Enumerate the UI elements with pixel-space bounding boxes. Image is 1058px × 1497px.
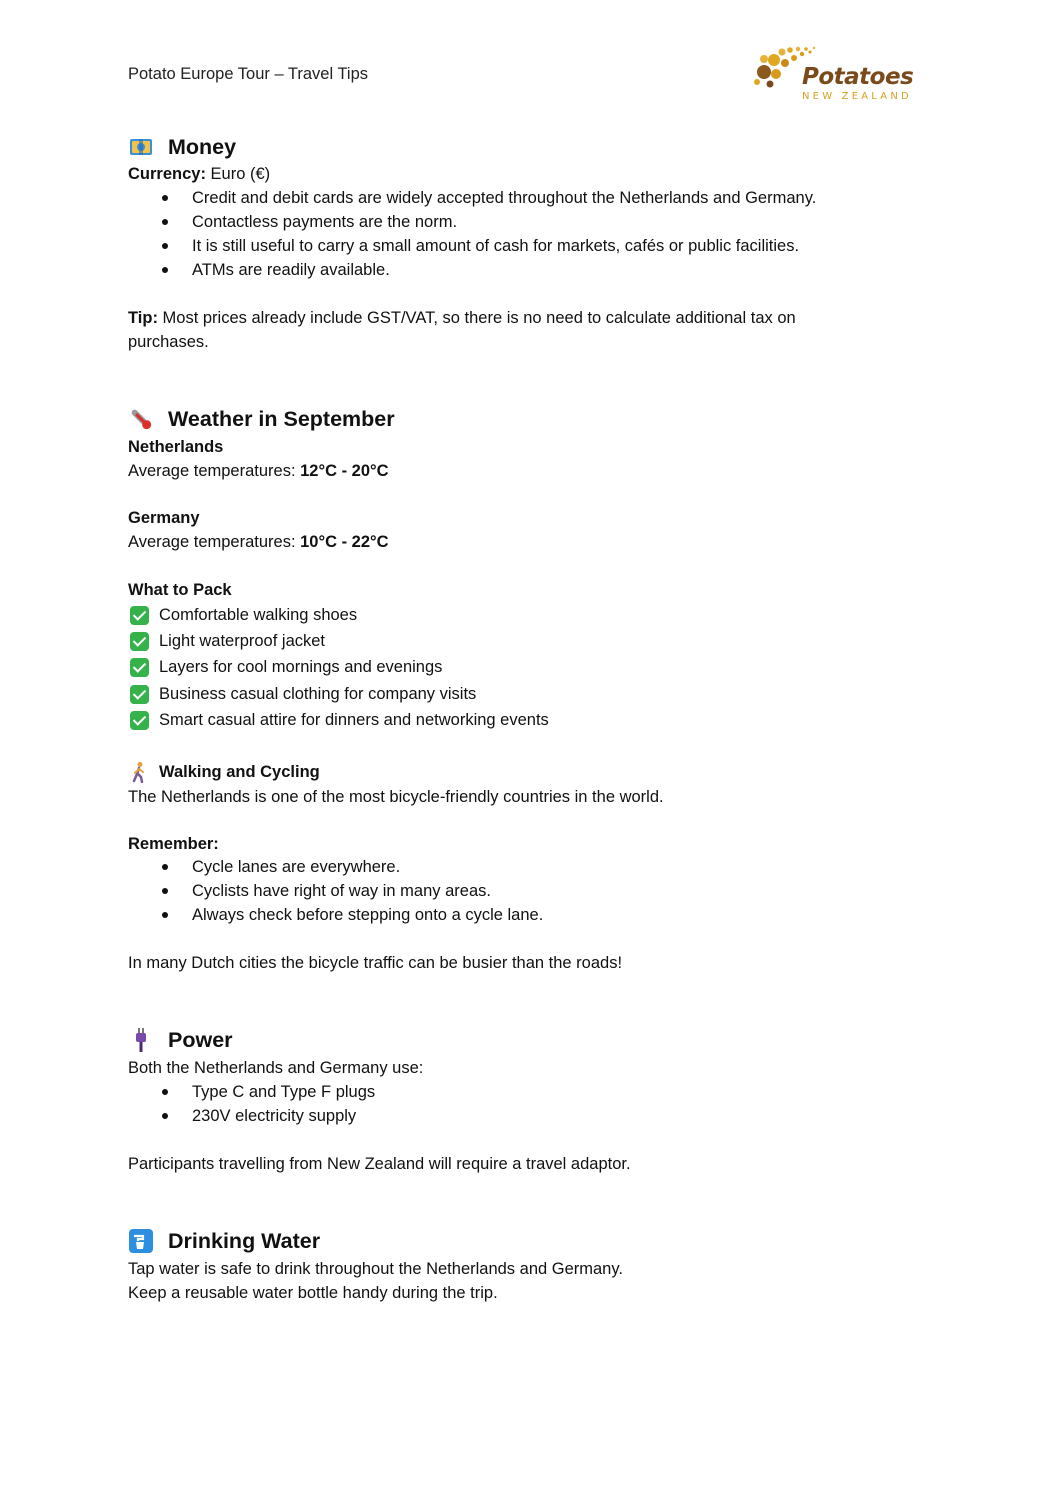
power-title: Power bbox=[168, 1028, 233, 1052]
drinking-water-title: Drinking Water bbox=[168, 1229, 321, 1253]
packing-checklist bbox=[130, 602, 549, 733]
weather-heading bbox=[128, 404, 395, 434]
list-item: Cycle lanes are everywhere. bbox=[128, 855, 543, 879]
water-line-2: Keep a reusable water bottle handy during the trip. bbox=[128, 1284, 498, 1302]
power-intro: Both the Netherlands and Germany use: bbox=[128, 1059, 424, 1077]
check-mark-icon bbox=[130, 711, 149, 730]
list-item: Credit and debit cards are widely accepted throughout the Netherlands and Germany. bbox=[128, 186, 816, 210]
remember-label: Remember: bbox=[128, 835, 219, 853]
currency-label: Currency: bbox=[128, 165, 206, 183]
document-header-title: Potato Europe Tour – Travel Tips bbox=[128, 65, 368, 83]
check-mark-icon bbox=[130, 632, 149, 651]
drinking-water-heading bbox=[128, 1226, 320, 1256]
pack-item-text: Smart casual attire for dinners and networking events bbox=[159, 710, 549, 729]
pack-item-text: Business casual clothing for company visits bbox=[159, 684, 477, 703]
currency-value: Euro (€) bbox=[205, 165, 271, 183]
water-line-1: Tap water is safe to drink throughout the Netherlands and Germany. bbox=[128, 1260, 623, 1278]
money-tip bbox=[128, 306, 868, 354]
walking-intro: The Netherlands is one of the most bicycle-friendly countries in the world. bbox=[128, 788, 664, 806]
list-item: Cyclists have right of way in many areas. bbox=[128, 879, 543, 903]
money-heading bbox=[128, 132, 236, 162]
walking-title: Walking and Cycling bbox=[159, 763, 320, 781]
list-item bbox=[130, 681, 549, 707]
walking-heading bbox=[128, 760, 320, 784]
banknote-icon bbox=[128, 134, 154, 160]
list-item bbox=[130, 628, 549, 654]
check-mark-icon bbox=[130, 658, 149, 677]
list-item: It is still useful to carry a small amount of cash for markets, cafés or public facilities. bbox=[128, 234, 816, 258]
temperature-value: 10°C - 22°C bbox=[300, 533, 389, 551]
list-item bbox=[130, 602, 549, 628]
electric-plug-icon bbox=[128, 1027, 154, 1053]
walking-bullet-list bbox=[128, 855, 543, 927]
money-bullet-list bbox=[128, 186, 816, 282]
netherlands-heading: Netherlands bbox=[128, 438, 224, 456]
what-to-pack-heading: What to Pack bbox=[128, 581, 232, 599]
logo-subtitle: NEW ZEALAND bbox=[802, 91, 912, 102]
pack-item-text: Layers for cool mornings and evenings bbox=[159, 658, 443, 677]
temperature-value: 12°C - 20°C bbox=[300, 462, 389, 480]
germany-heading: Germany bbox=[128, 509, 200, 527]
list-item: Type C and Type F plugs bbox=[128, 1080, 375, 1104]
tip-text: Most prices already include GST/VAT, so there is no need to calculate additional tax on purchases. bbox=[128, 309, 796, 351]
list-item bbox=[130, 655, 549, 681]
power-heading bbox=[128, 1025, 233, 1055]
pack-item-text: Light waterproof jacket bbox=[159, 631, 326, 650]
list-item: Always check before stepping onto a cycle lane. bbox=[128, 903, 543, 927]
walking-outro: In many Dutch cities the bicycle traffic can be busier than the roads! bbox=[128, 954, 623, 972]
pack-item-text: Comfortable walking shoes bbox=[159, 605, 358, 624]
list-item bbox=[130, 707, 549, 733]
check-mark-icon bbox=[130, 606, 149, 625]
potable-water-icon bbox=[128, 1228, 154, 1254]
temperature-label: Average temperatures: bbox=[128, 462, 301, 480]
walking-person-icon bbox=[128, 761, 150, 783]
netherlands-temperature bbox=[128, 459, 389, 483]
weather-title: Weather in September bbox=[168, 407, 395, 431]
logo-wordmark: Potatoes bbox=[802, 64, 914, 90]
list-item: 230V electricity supply bbox=[128, 1104, 375, 1128]
temperature-label: Average temperatures: bbox=[128, 533, 301, 551]
list-item: Contactless payments are the norm. bbox=[128, 210, 816, 234]
potatoes-nz-logo bbox=[752, 44, 912, 108]
power-outro: Participants travelling from New Zealand will require a travel adaptor. bbox=[128, 1155, 631, 1173]
germany-temperature bbox=[128, 530, 389, 554]
tip-label: Tip: bbox=[128, 309, 158, 327]
list-item: ATMs are readily available. bbox=[128, 258, 816, 282]
money-title: Money bbox=[168, 135, 237, 159]
power-bullet-list bbox=[128, 1080, 375, 1128]
currency-line bbox=[128, 162, 270, 186]
thermometer-icon bbox=[128, 406, 154, 432]
check-mark-icon bbox=[130, 685, 149, 704]
